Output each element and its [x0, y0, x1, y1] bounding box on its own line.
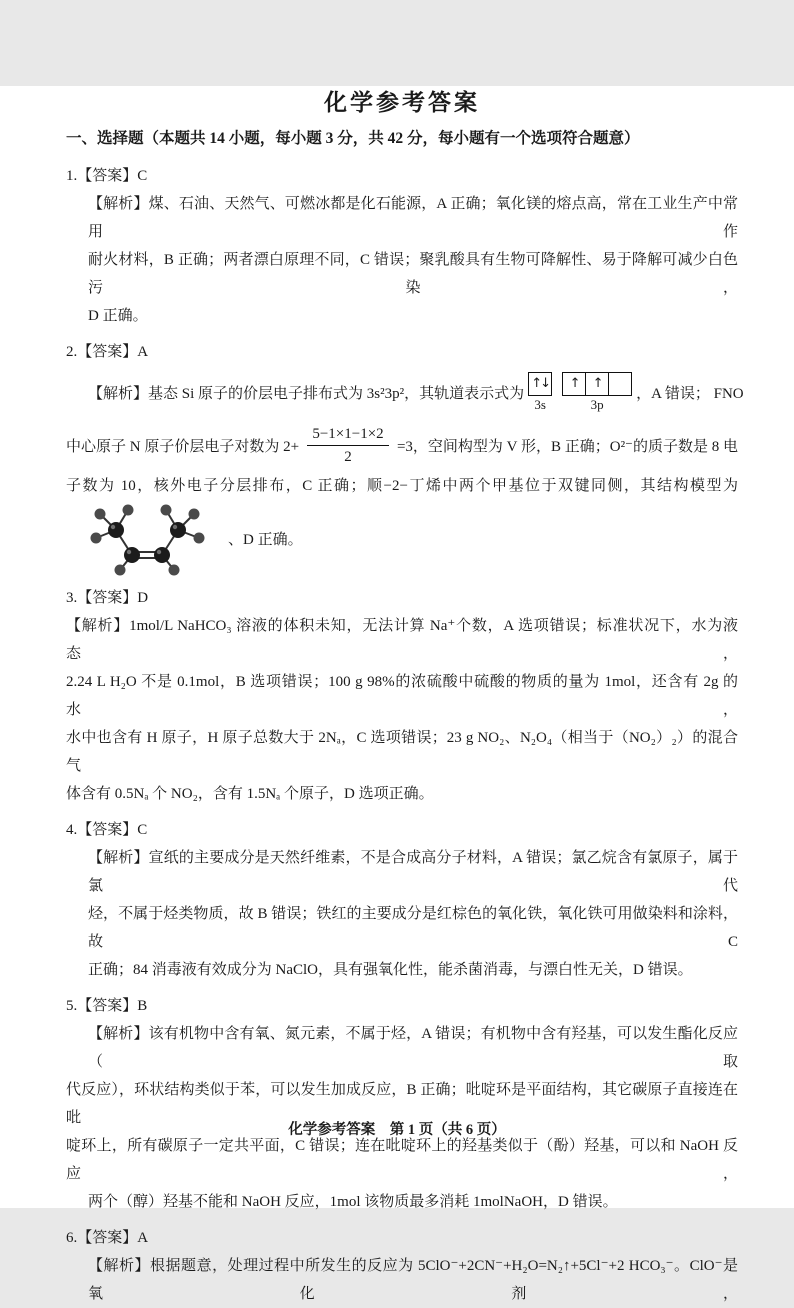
analysis-line: 耐火材料，B 正确；两者漂白原理不同，C 错误；聚乳酸具有生物可降解性、易于降解可减少白色污染，	[88, 252, 738, 296]
fraction-numerator: 5−1×1−1×2	[307, 424, 388, 446]
analysis-line: 两个（醇）羟基不能和 NaOH 反应，1mol 该物质最多消耗 1molNaOH，D 错误。	[88, 1194, 618, 1210]
molecule-model-row	[66, 500, 738, 576]
analysis-line: 体含有 0.5Nₐ 个 NO₂，含有 1.5Nₐ 个原子，D 选项正确。	[66, 786, 434, 802]
orbital-box-3p: ↑	[586, 372, 609, 396]
question-2-block	[66, 338, 744, 576]
answer-line-2: 2.【答案】A	[66, 344, 149, 360]
question-1-block	[66, 162, 738, 330]
cis-2-butene-model	[88, 500, 210, 576]
analysis-line: 烃，不属于烃类物质，故 B 错误；铁红的主要成分是红棕色的氧化铁，氧化铁可用做染料和涂料，故 C	[88, 906, 738, 950]
model-suffix-text: 、D 正确。	[228, 531, 303, 548]
answer-line-3: 3.【答案】D	[66, 590, 149, 606]
analysis-line: 【解析】该有机物中含有氧、氮元素，不属于烃，A 错误；有机物中含有羟基，可以发生酯化反应（取	[88, 1026, 738, 1070]
orbital-3p-group	[562, 372, 632, 413]
orbital-line-suffix: ，A 错误； FNO	[636, 385, 744, 402]
question-6-block	[66, 1224, 738, 1308]
analysis-line: 2.24 L H₂O 不是 0.1mol，B 选项错误；100 g 98%的浓硫酸中硫酸的物质的量为 1mol，还含有 2g 的水，	[66, 674, 738, 718]
analysis-line: 【解析】宣纸的主要成分是天然纤维素，不是合成高分子材料，A 错误；氯乙烷含有氯原子，属于氯代	[88, 850, 738, 894]
orbital-label-3s: 3s	[534, 396, 546, 412]
answer-line-1: 1.【答案】C	[66, 168, 148, 184]
answer-line-5: 5.【答案】B	[66, 998, 148, 1014]
analysis-line: 子数为 10，核外电子分层排布，C 正确；顺−2−丁烯中两个甲基位于双键同侧，其结构模型为	[66, 478, 738, 494]
analysis-paragraph-6	[66, 1252, 738, 1308]
analysis-line: 【解析】1mol/L NaHCO₃ 溶液的体积未知，无法计算 Na⁺个数，A 选项错误；标准状况下，水为液态，	[66, 618, 738, 662]
question-5-block	[66, 992, 738, 1216]
orbital-line-prefix: 【解析】基态 Si 原子的价层电子排布式为 3s²3p²，其轨道表示式为	[88, 385, 525, 402]
analysis-line-fraction	[66, 418, 738, 472]
document-page	[0, 86, 794, 1302]
orbital-box-3p: ↑	[562, 372, 586, 396]
analysis-line-orbital	[66, 366, 744, 418]
analysis-line: 【解析】根据题意，处理过程中所发生的反应为 5ClO⁻+2CN⁻+H₂O=N₂↑+5Cl⁻+2 HCO₃⁻。ClO⁻是氧化剂，	[88, 1258, 738, 1302]
page-footer: 化学参考答案 第 1 页（共 6 页）	[288, 1122, 506, 1138]
page-title: 化学参考答案	[324, 90, 480, 115]
orbital-box-3p	[609, 372, 632, 396]
analysis-line: 啶环上，所有碳原子一定共平面，C 错误；连在吡啶环上的羟基类似于（酚）羟基，可以和 NaOH 反应，	[66, 1138, 738, 1182]
fraction	[307, 424, 388, 467]
fraction-line-prefix: 中心原子 N 原子价层电子对数为 2+	[66, 438, 300, 455]
analysis-line: 水中也含有 H 原子，H 原子总数大于 2Nₐ，C 选项错误；23 g NO₂、N₂O₄（相当于（NO₂）₂）的混合气	[66, 730, 738, 774]
question-3-block	[66, 584, 738, 808]
question-4-block	[66, 816, 738, 984]
analysis-line: 正确；84 消毒液有效成分为 NaClO，具有强氧化性，能杀菌消毒，与漂白性无关，D 错误。	[88, 962, 693, 978]
fraction-line-suffix: =3，空间构型为 V 形，B 正确；O²⁻的质子数是 8 电	[396, 438, 738, 455]
answer-line-6: 6.【答案】A	[66, 1230, 149, 1246]
analysis-line: 代反应），环状结构类似于苯，可以发生加成反应，B 正确；吡啶环是平面结构，其它碳原子直接连在吡	[66, 1082, 738, 1126]
section-heading: 一、选择题（本题共 14 小题，每小题 3 分，共 42 分，每小题有一个选项符合题意）	[66, 130, 640, 147]
orbital-box-3s: ↑↓	[528, 372, 552, 396]
orbital-3s-group	[528, 372, 552, 413]
orbital-diagram	[528, 372, 632, 413]
orbital-label-3p: 3p	[590, 396, 604, 412]
fraction-denominator: 2	[344, 448, 352, 465]
analysis-paragraph-1	[66, 190, 738, 330]
answer-line-4: 4.【答案】C	[66, 822, 148, 838]
analysis-paragraph-3	[66, 612, 738, 808]
analysis-paragraph-4	[66, 844, 738, 984]
orbital-3p-boxes	[562, 372, 632, 396]
analysis-line: D 正确。	[88, 308, 148, 324]
analysis-line: 【解析】煤、石油、天然气、可燃冰都是化石能源，A 正确；氧化镁的熔点高，常在工业生产中常用作	[88, 196, 738, 240]
